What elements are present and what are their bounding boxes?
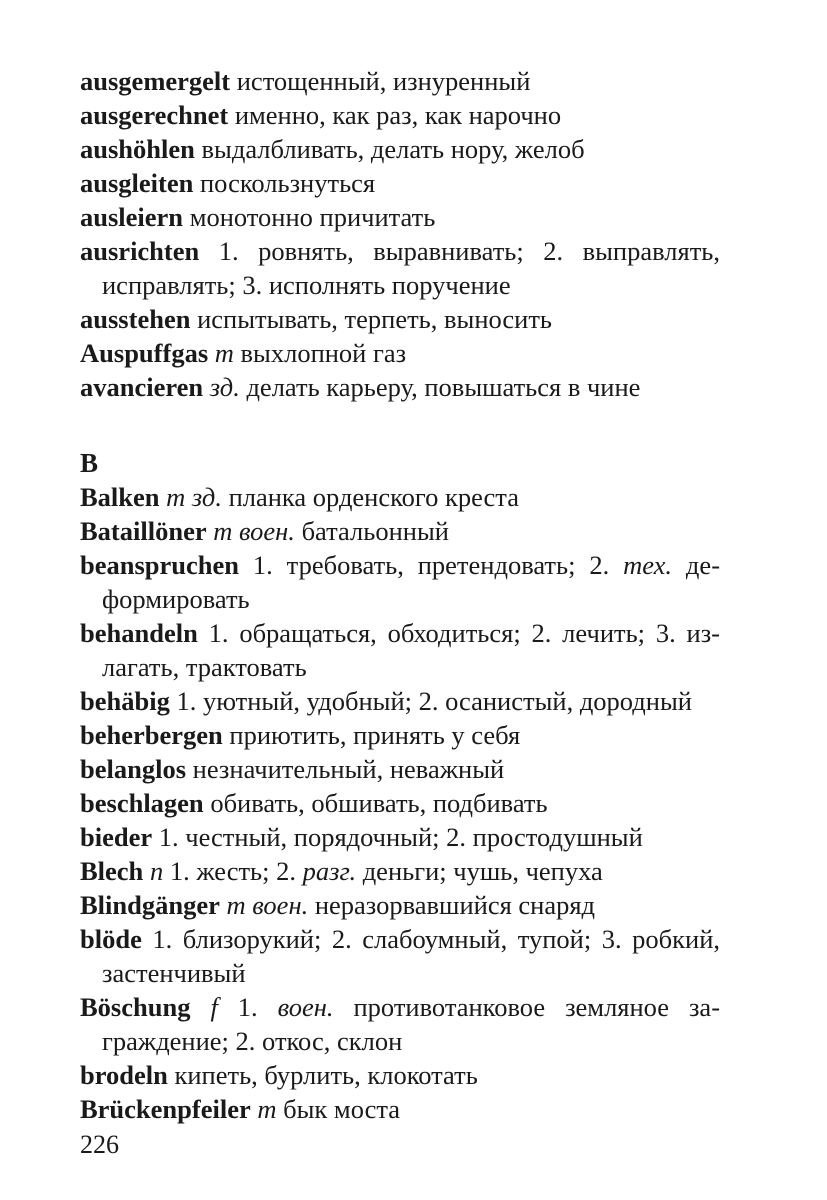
entry-grammar-label: f <box>210 992 218 1022</box>
entry-headword: ausstehen <box>80 304 191 334</box>
entry-definition-text: выдалбливать, делать нору, желоб <box>194 134 585 164</box>
dictionary-entry <box>80 718 720 752</box>
entry-definition-text: незначительный, неважный <box>186 754 505 784</box>
entry-headword: Böschung <box>80 992 191 1022</box>
dictionary-entry <box>80 98 720 132</box>
entry-headword: bieder <box>80 822 153 852</box>
entry-headword: aushöhlen <box>80 134 195 164</box>
page-number: 226 <box>80 1130 119 1159</box>
dictionary-entry <box>80 616 720 684</box>
dictionary-entry <box>80 684 720 718</box>
entry-headword: belanglos <box>80 754 187 784</box>
entry-headword: behäbig <box>80 686 170 716</box>
dictionary-entry <box>80 166 720 200</box>
entry-definition-text <box>208 338 215 368</box>
entry-headword: beschlagen <box>80 788 204 818</box>
entry-definition-text: 1. требовать, претендовать; 2. <box>239 550 624 580</box>
dictionary-entry <box>80 370 720 404</box>
dictionary-entry <box>80 548 720 616</box>
entry-definition-text: 1. близорукий; 2. слабоумный, тупой; 3. робкий, застенчивый <box>102 924 720 988</box>
entry-definition-text: делать карьеру, повышаться в чине <box>239 372 641 402</box>
entry-definition-text: 1. <box>217 992 278 1022</box>
entry-headword: brodeln <box>80 1060 168 1090</box>
entry-headword: ausleiern <box>80 202 184 232</box>
entry-definition-text: монотонно причитать <box>183 202 436 232</box>
dictionary-entry <box>80 922 720 990</box>
entry-definition-text: батальонный <box>294 516 449 546</box>
entry-grammar-label: n <box>149 856 164 886</box>
dictionary-entry <box>80 200 720 234</box>
entry-grammar-label: разг. <box>302 856 357 886</box>
entry-grammar-label: воен. <box>277 992 334 1022</box>
entry-definition-text <box>220 890 227 920</box>
entry-headword: Blindgänger <box>80 890 220 920</box>
entry-headword: ausgleiten <box>80 168 194 198</box>
entry-headword: avancieren <box>80 372 204 402</box>
entry-definition-text: 1. честный, порядочный; 2. простодушный <box>152 822 643 852</box>
entry-definition-text: обивать, обшивать, подбивать <box>203 788 548 818</box>
entry-definition-text: неразорвавшийся снаряд <box>308 890 596 920</box>
entry-definition-text: 1. уютный, удобный; 2. осанистый, дородный <box>169 686 692 716</box>
dictionary-entry <box>80 514 720 548</box>
entry-headword: Auspuffgas <box>80 338 209 368</box>
entry-definition-text: поскользнуться <box>193 168 376 198</box>
entry-definition-text: деформировать <box>102 550 721 614</box>
entry-grammar-label: m воен. <box>213 516 295 546</box>
entry-definition-text: противотанковое земляное заграждение; 2. откос, склон <box>102 992 721 1056</box>
entry-definition-text: 1. обращаться, обходиться; 2. лечить; 3. излагать, трактовать <box>102 618 720 682</box>
entry-headword: Bataillöner <box>80 516 207 546</box>
dictionary-entry <box>80 820 720 854</box>
entry-headword: ausgerechnet <box>80 100 229 130</box>
entries-block-a <box>80 64 720 404</box>
entry-grammar-label: m <box>214 338 234 368</box>
entry-grammar-label: m воен. <box>226 890 309 920</box>
dictionary-entry <box>80 990 720 1058</box>
entry-headword: Blech <box>80 856 144 886</box>
entry-definition-text: именно, как раз, как нарочно <box>228 100 562 130</box>
entry-headword: Balken <box>80 482 160 512</box>
dictionary-entry <box>80 888 720 922</box>
entry-definition-text: истощенный, изнуренный <box>230 66 531 96</box>
entry-headword: ausgemergelt <box>80 66 231 96</box>
entry-definition-text <box>190 992 210 1022</box>
dictionary-entry <box>80 1092 720 1126</box>
entries-block-b <box>80 480 720 1126</box>
entry-headword: blöde <box>80 924 142 954</box>
entry-grammar-label: зд. <box>209 372 240 402</box>
dictionary-entry <box>80 1058 720 1092</box>
dictionary-page <box>80 64 720 1126</box>
entry-headword: Brückenpfeiler <box>80 1094 251 1124</box>
dictionary-entry <box>80 786 720 820</box>
entry-headword: beherbergen <box>80 720 223 750</box>
dictionary-entry <box>80 234 720 302</box>
entry-definition-text: испытывать, терпеть, выносить <box>190 304 553 334</box>
dictionary-entry <box>80 752 720 786</box>
entry-definition-text: деньги; чушь, чепуха <box>356 856 603 886</box>
entry-definition-text: 1. жесть; 2. <box>163 856 303 886</box>
dictionary-entry <box>80 132 720 166</box>
entry-definition-text <box>203 372 210 402</box>
entry-definition-text: кипеть, бурлить, клокотать <box>167 1060 478 1090</box>
dictionary-entry <box>80 336 720 370</box>
entry-headword: behandeln <box>80 618 198 648</box>
entry-grammar-label: m зд. <box>166 482 222 512</box>
entry-definition-text: планка орденского креста <box>221 482 519 512</box>
entry-definition-text: приютить, принять у себя <box>222 720 521 750</box>
entry-definition-text: бык моста <box>276 1094 401 1124</box>
dictionary-entry <box>80 854 720 888</box>
entry-definition-text: 1. ровнять, выравнивать; 2. выправлять, исправлять; 3. исполнять поручение <box>102 236 720 300</box>
entry-headword: beanspruchen <box>80 550 240 580</box>
entry-grammar-label: тех. <box>623 550 673 580</box>
dictionary-entry <box>80 64 720 98</box>
entry-headword: ausrichten <box>80 236 200 266</box>
entry-definition-text <box>143 856 150 886</box>
dictionary-entry <box>80 302 720 336</box>
section-letter: B <box>80 448 99 478</box>
entry-grammar-label: m <box>257 1094 277 1124</box>
dictionary-entry <box>80 480 720 514</box>
entry-definition-text: выхлопной газ <box>233 338 407 368</box>
